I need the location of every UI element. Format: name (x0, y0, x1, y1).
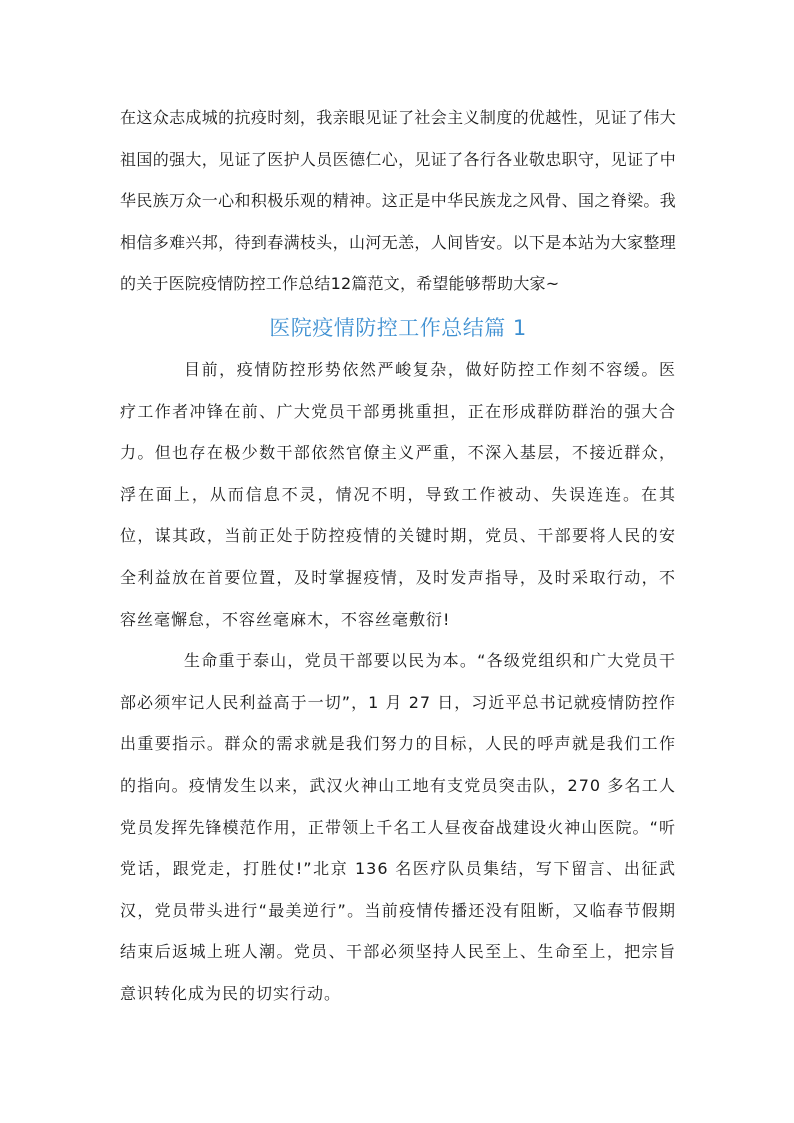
body-paragraph-2: 生命重于泰山，党员干部要以民为本。“各级党组织和广大党员干部必须牢记人民利益高于一切”，1 月 27 日，习近平总书记就疫情防控作出重要指示。群众的需求就是我们努力的目标，人民的呼声就是我们工作的指向。疫情发生以来，武汉火神山工地有支党员突击队，270 多名工人党员发挥先锋模范作用，正带领上千名工人昼夜奋战建设火神山医院。“听党话，跟党走，打胜仗!”北京 136 名医疗队员集结，写下留言、出征武汉，党员带头进行“最美逆行”。当前疫情传播还没有阻断，又临春节假期结束后返城上班人潮。党员、干部必须坚持人民至上、生命至上，把宗旨意识转化成为民的切实行动。 (120, 651, 676, 1003)
section-body (120, 349, 676, 1015)
intro-paragraph: 在这众志成城的抗疫时刻，我亲眼见证了社会主义制度的优越性，见证了伟大祖国的强大，见证了医护人员医德仁心，见证了各行各业敬忠职守，见证了中华民族万众一心和积极乐观的精神。这正是中华民族龙之风骨、国之脊梁。我相信多难兴邦，待到春满枝头，山河无恙，人间皆安。以下是本站为大家整理的关于医院疫情防控工作总结12篇范文，希望能够帮助大家~ (120, 108, 676, 294)
body-paragraph-1: 目前，疫情防控形势依然严峻复杂，做好防控工作刻不容缓。医疗工作者冲锋在前、广大党员干部勇挑重担，正在形成群防群治的强大合力。但也存在极少数干部依然官僚主义严重，不深入基层，不接近群众，浮在面上，从而信息不灵，情况不明，导致工作被动、失误连连。在其位，谋其政，当前正处于防控疫情的关键时期，党员、干部要将人民的安全利益放在首要位置，及时掌握疫情，及时发声指导，及时采取行动，不容丝毫懈怠，不容丝毫麻木，不容丝毫敷衍! (120, 360, 676, 629)
section-heading: 医院疫情防控工作总结篇 1 (269, 316, 527, 340)
